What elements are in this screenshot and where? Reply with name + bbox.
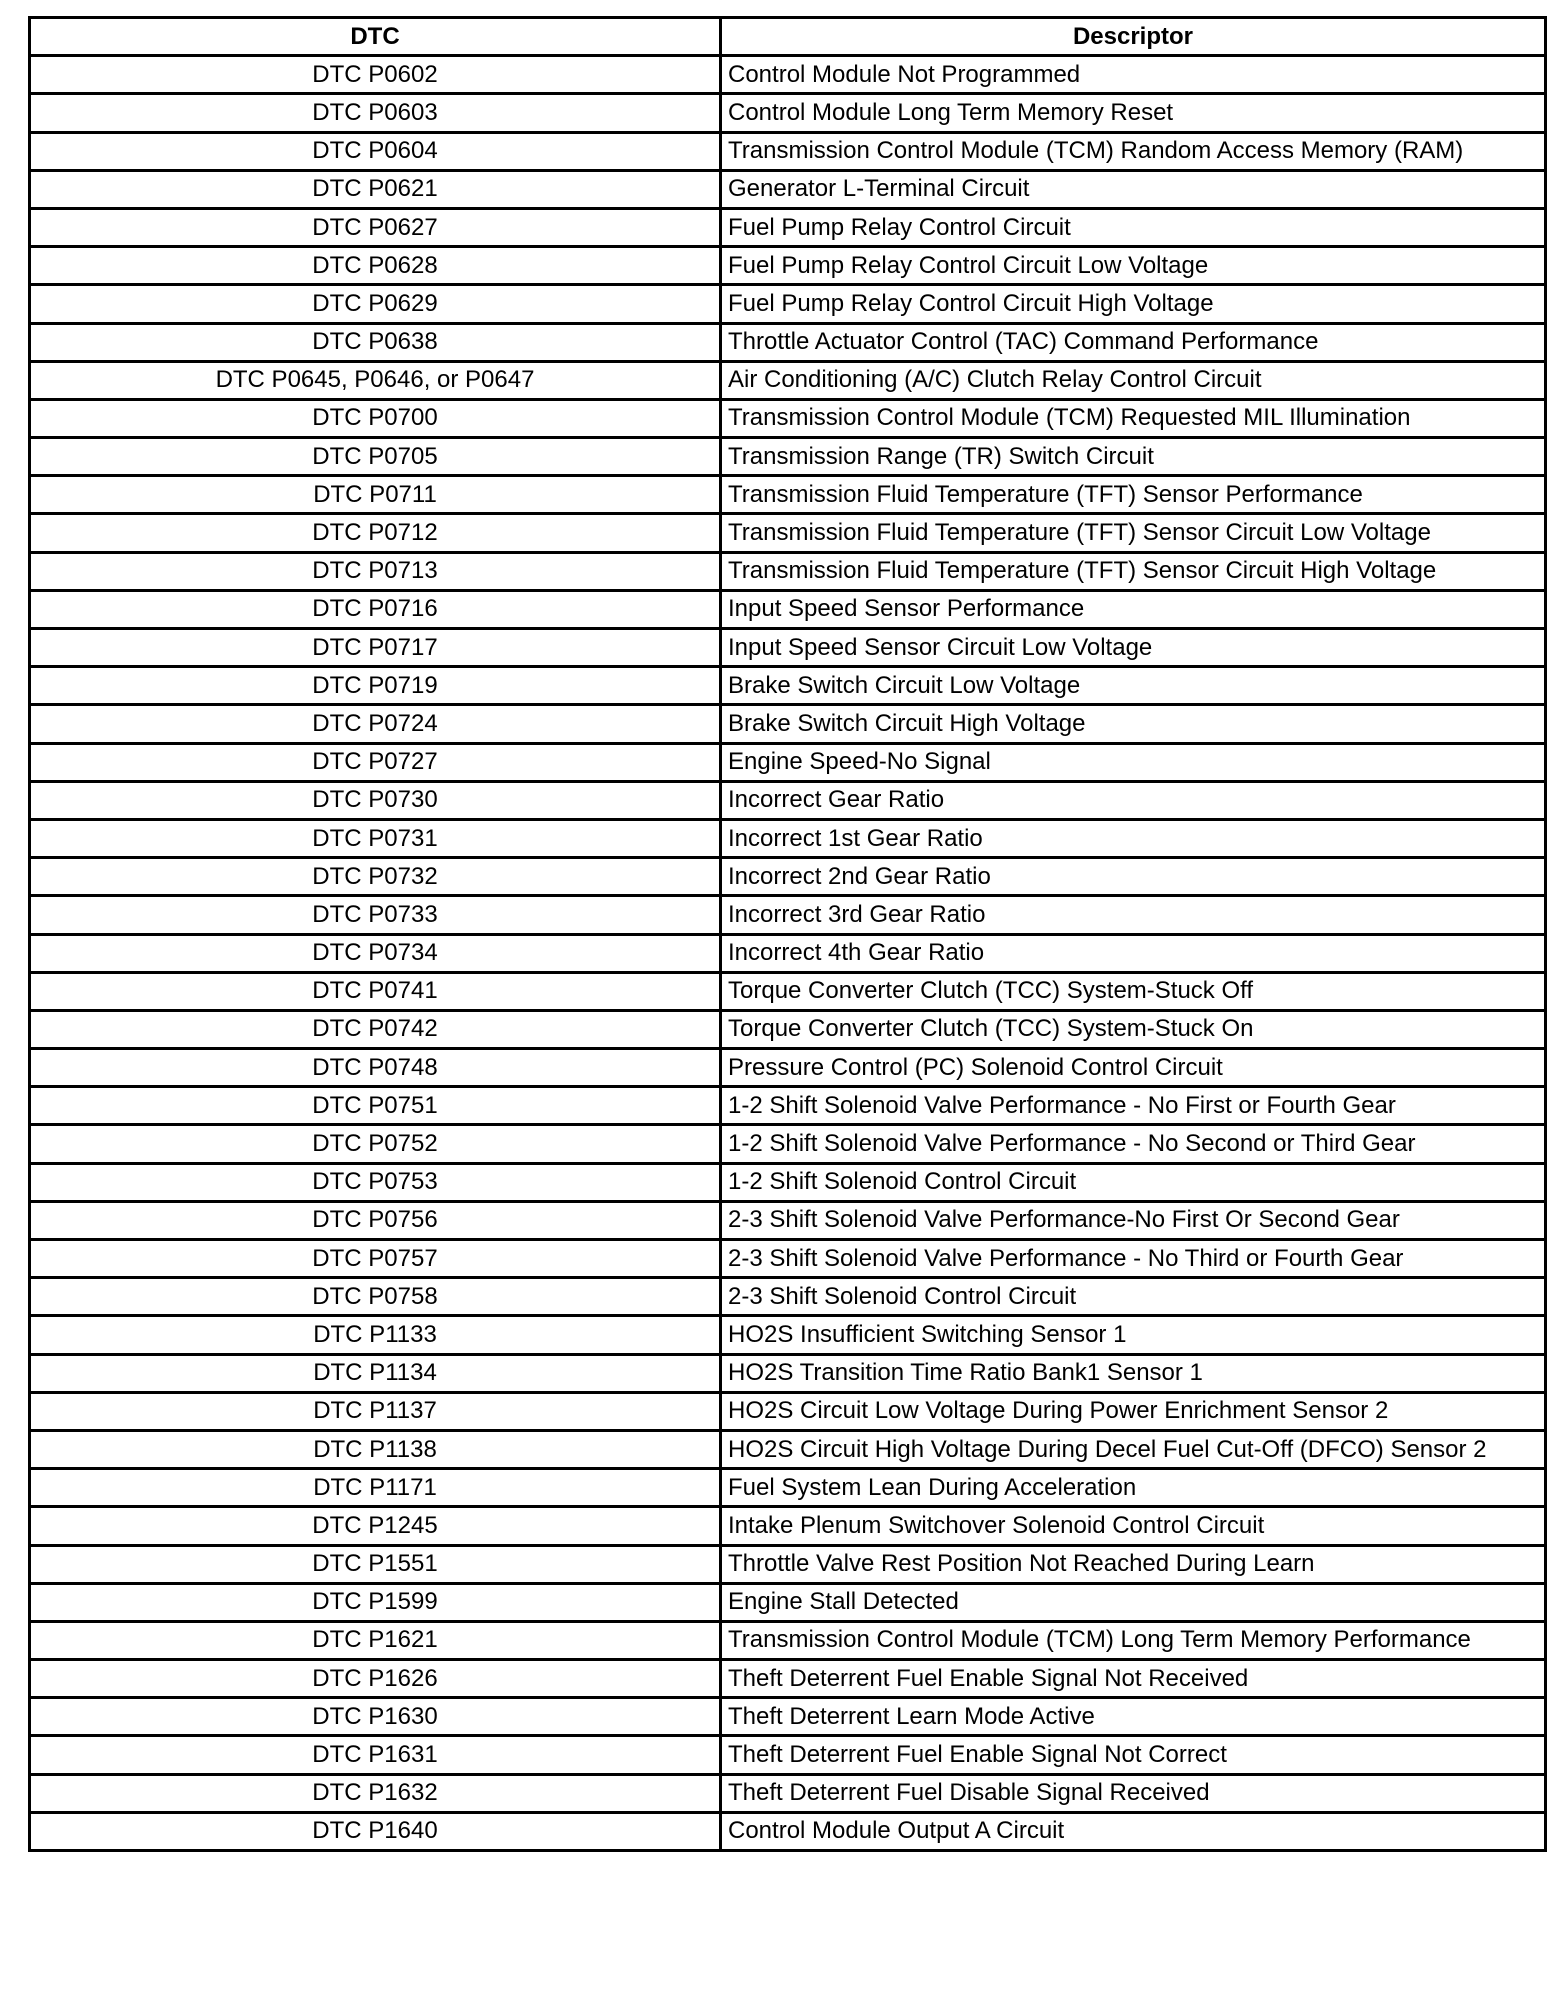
table-row [30, 1812, 1546, 1850]
table-row [30, 1240, 1546, 1278]
dtc-descriptor-cell: Transmission Fluid Temperature (TFT) Sensor Circuit Low Voltage [721, 514, 1546, 552]
dtc-descriptor-cell: Input Speed Sensor Performance [721, 590, 1546, 628]
dtc-code-cell: DTC P0700 [30, 399, 721, 437]
dtc-code-cell: DTC P0603 [30, 94, 721, 132]
table-row [30, 590, 1546, 628]
table-row [30, 629, 1546, 667]
dtc-code-cell: DTC P0731 [30, 819, 721, 857]
table-row [30, 1049, 1546, 1087]
dtc-code-cell: DTC P0733 [30, 896, 721, 934]
dtc-descriptor-cell: Fuel Pump Relay Control Circuit High Voltage [721, 285, 1546, 323]
table-row [30, 514, 1546, 552]
dtc-descriptor-cell: HO2S Insufficient Switching Sensor 1 [721, 1316, 1546, 1354]
dtc-descriptor-cell: Torque Converter Clutch (TCC) System-Stuck Off [721, 972, 1546, 1010]
table-row [30, 1507, 1546, 1545]
table-row [30, 896, 1546, 934]
dtc-code-cell: DTC P0730 [30, 781, 721, 819]
dtc-code-cell: DTC P0711 [30, 476, 721, 514]
dtc-code-cell: DTC P1133 [30, 1316, 721, 1354]
dtc-code-cell: DTC P1551 [30, 1545, 721, 1583]
table-row [30, 170, 1546, 208]
dtc-descriptor-cell: Transmission Control Module (TCM) Random Access Memory (RAM) [721, 132, 1546, 170]
table-row [30, 781, 1546, 819]
table-row [30, 552, 1546, 590]
table-row [30, 705, 1546, 743]
dtc-code-cell: DTC P0713 [30, 552, 721, 590]
header-row [30, 18, 1546, 56]
dtc-code-cell: DTC P0705 [30, 438, 721, 476]
table-row [30, 1430, 1546, 1468]
dtc-descriptor-cell: Incorrect 1st Gear Ratio [721, 819, 1546, 857]
dtc-descriptor-cell: Throttle Actuator Control (TAC) Command Performance [721, 323, 1546, 361]
dtc-descriptor-cell: Control Module Not Programmed [721, 56, 1546, 94]
dtc-code-cell: DTC P1626 [30, 1660, 721, 1698]
dtc-code-cell: DTC P0758 [30, 1278, 721, 1316]
dtc-code-cell: DTC P0742 [30, 1010, 721, 1048]
dtc-code-cell: DTC P0638 [30, 323, 721, 361]
dtc-descriptor-cell: Input Speed Sensor Circuit Low Voltage [721, 629, 1546, 667]
dtc-descriptor-cell: Fuel Pump Relay Control Circuit [721, 208, 1546, 246]
dtc-descriptor-cell: Transmission Range (TR) Switch Circuit [721, 438, 1546, 476]
table-row [30, 247, 1546, 285]
dtc-descriptor-cell: Brake Switch Circuit Low Voltage [721, 667, 1546, 705]
dtc-descriptor-cell: Transmission Fluid Temperature (TFT) Sensor Performance [721, 476, 1546, 514]
dtc-code-cell: DTC P0629 [30, 285, 721, 323]
dtc-descriptor-cell: Torque Converter Clutch (TCC) System-Stuck On [721, 1010, 1546, 1048]
table-row [30, 972, 1546, 1010]
dtc-descriptor-cell: Engine Speed-No Signal [721, 743, 1546, 781]
dtc-code-cell: DTC P1640 [30, 1812, 721, 1850]
dtc-code-cell: DTC P0732 [30, 858, 721, 896]
dtc-descriptor-cell: Theft Deterrent Learn Mode Active [721, 1698, 1546, 1736]
dtc-descriptor-cell: Theft Deterrent Fuel Enable Signal Not Correct [721, 1736, 1546, 1774]
dtc-descriptor-cell: Engine Stall Detected [721, 1583, 1546, 1621]
dtc-descriptor-cell: 1-2 Shift Solenoid Valve Performance - No Second or Third Gear [721, 1125, 1546, 1163]
dtc-descriptor-cell: Incorrect 4th Gear Ratio [721, 934, 1546, 972]
table-row [30, 1163, 1546, 1201]
table-header [30, 18, 1546, 56]
table-row [30, 323, 1546, 361]
table-row [30, 285, 1546, 323]
dtc-code-cell: DTC P0753 [30, 1163, 721, 1201]
dtc-code-cell: DTC P1137 [30, 1392, 721, 1430]
dtc-code-cell: DTC P0627 [30, 208, 721, 246]
dtc-code-cell: DTC P1599 [30, 1583, 721, 1621]
table-row [30, 1354, 1546, 1392]
table-row [30, 1736, 1546, 1774]
dtc-code-cell: DTC P1245 [30, 1507, 721, 1545]
dtc-descriptor-cell: 2-3 Shift Solenoid Control Circuit [721, 1278, 1546, 1316]
table-row [30, 1392, 1546, 1430]
table-row [30, 361, 1546, 399]
dtc-descriptor-cell: Control Module Output A Circuit [721, 1812, 1546, 1850]
dtc-code-cell: DTC P0757 [30, 1240, 721, 1278]
dtc-code-cell: DTC P0734 [30, 934, 721, 972]
table-row [30, 819, 1546, 857]
dtc-code-cell: DTC P0727 [30, 743, 721, 781]
table-row [30, 56, 1546, 94]
header-descriptor: Descriptor [721, 18, 1546, 56]
dtc-descriptor-cell: 1-2 Shift Solenoid Control Circuit [721, 1163, 1546, 1201]
dtc-descriptor-cell: Incorrect 3rd Gear Ratio [721, 896, 1546, 934]
table-row [30, 94, 1546, 132]
table-body [30, 56, 1546, 1851]
dtc-descriptor-cell: Control Module Long Term Memory Reset [721, 94, 1546, 132]
dtc-code-cell: DTC P0748 [30, 1049, 721, 1087]
dtc-code-cell: DTC P0621 [30, 170, 721, 208]
table-row [30, 1201, 1546, 1239]
table-row [30, 1583, 1546, 1621]
table-row [30, 476, 1546, 514]
dtc-table [28, 16, 1547, 1852]
table-row [30, 1087, 1546, 1125]
dtc-descriptor-cell: Fuel System Lean During Acceleration [721, 1469, 1546, 1507]
table-row [30, 1774, 1546, 1812]
table-row [30, 1621, 1546, 1659]
dtc-code-cell: DTC P1630 [30, 1698, 721, 1736]
dtc-descriptor-cell: 2-3 Shift Solenoid Valve Performance - No Third or Fourth Gear [721, 1240, 1546, 1278]
header-dtc: DTC [30, 18, 721, 56]
dtc-descriptor-cell: Incorrect 2nd Gear Ratio [721, 858, 1546, 896]
dtc-code-cell: DTC P1621 [30, 1621, 721, 1659]
table-row [30, 1278, 1546, 1316]
dtc-descriptor-cell: Incorrect Gear Ratio [721, 781, 1546, 819]
table-row [30, 1010, 1546, 1048]
table-row [30, 1698, 1546, 1736]
dtc-code-cell: DTC P0602 [30, 56, 721, 94]
dtc-code-cell: DTC P1171 [30, 1469, 721, 1507]
dtc-code-cell: DTC P0756 [30, 1201, 721, 1239]
dtc-descriptor-cell: Theft Deterrent Fuel Enable Signal Not Received [721, 1660, 1546, 1698]
dtc-descriptor-cell: Brake Switch Circuit High Voltage [721, 705, 1546, 743]
dtc-code-cell: DTC P1138 [30, 1430, 721, 1468]
table-row [30, 1125, 1546, 1163]
dtc-descriptor-cell: 2-3 Shift Solenoid Valve Performance-No First Or Second Gear [721, 1201, 1546, 1239]
dtc-code-cell: DTC P0645, P0646, or P0647 [30, 361, 721, 399]
dtc-code-cell: DTC P0604 [30, 132, 721, 170]
dtc-descriptor-cell: Transmission Control Module (TCM) Requested MIL Illumination [721, 399, 1546, 437]
table-row [30, 438, 1546, 476]
table-row [30, 858, 1546, 896]
dtc-descriptor-cell: HO2S Circuit Low Voltage During Power Enrichment Sensor 2 [721, 1392, 1546, 1430]
dtc-code-cell: DTC P0741 [30, 972, 721, 1010]
dtc-descriptor-cell: Pressure Control (PC) Solenoid Control Circuit [721, 1049, 1546, 1087]
dtc-code-cell: DTC P0752 [30, 1125, 721, 1163]
table-row [30, 1660, 1546, 1698]
dtc-code-cell: DTC P0724 [30, 705, 721, 743]
table-row [30, 1545, 1546, 1583]
table-row [30, 934, 1546, 972]
dtc-code-cell: DTC P0712 [30, 514, 721, 552]
table-row [30, 1469, 1546, 1507]
dtc-descriptor-cell: HO2S Circuit High Voltage During Decel Fuel Cut-Off (DFCO) Sensor 2 [721, 1430, 1546, 1468]
table-row [30, 132, 1546, 170]
table-row [30, 743, 1546, 781]
table-row [30, 667, 1546, 705]
dtc-descriptor-cell: Transmission Control Module (TCM) Long Term Memory Performance [721, 1621, 1546, 1659]
dtc-descriptor-cell: Generator L-Terminal Circuit [721, 170, 1546, 208]
dtc-code-cell: DTC P0717 [30, 629, 721, 667]
dtc-descriptor-cell: HO2S Transition Time Ratio Bank1 Sensor 1 [721, 1354, 1546, 1392]
dtc-code-cell: DTC P1134 [30, 1354, 721, 1392]
dtc-code-cell: DTC P1631 [30, 1736, 721, 1774]
dtc-descriptor-cell: Theft Deterrent Fuel Disable Signal Received [721, 1774, 1546, 1812]
dtc-descriptor-cell: Intake Plenum Switchover Solenoid Control Circuit [721, 1507, 1546, 1545]
dtc-descriptor-cell: Air Conditioning (A/C) Clutch Relay Control Circuit [721, 361, 1546, 399]
table-row [30, 399, 1546, 437]
dtc-code-cell: DTC P0719 [30, 667, 721, 705]
dtc-descriptor-cell: Fuel Pump Relay Control Circuit Low Voltage [721, 247, 1546, 285]
dtc-descriptor-cell: Transmission Fluid Temperature (TFT) Sensor Circuit High Voltage [721, 552, 1546, 590]
table-row [30, 1316, 1546, 1354]
dtc-code-cell: DTC P1632 [30, 1774, 721, 1812]
dtc-descriptor-cell: 1-2 Shift Solenoid Valve Performance - No First or Fourth Gear [721, 1087, 1546, 1125]
dtc-code-cell: DTC P0751 [30, 1087, 721, 1125]
dtc-code-cell: DTC P0716 [30, 590, 721, 628]
dtc-code-cell: DTC P0628 [30, 247, 721, 285]
dtc-descriptor-cell: Throttle Valve Rest Position Not Reached During Learn [721, 1545, 1546, 1583]
table-row [30, 208, 1546, 246]
